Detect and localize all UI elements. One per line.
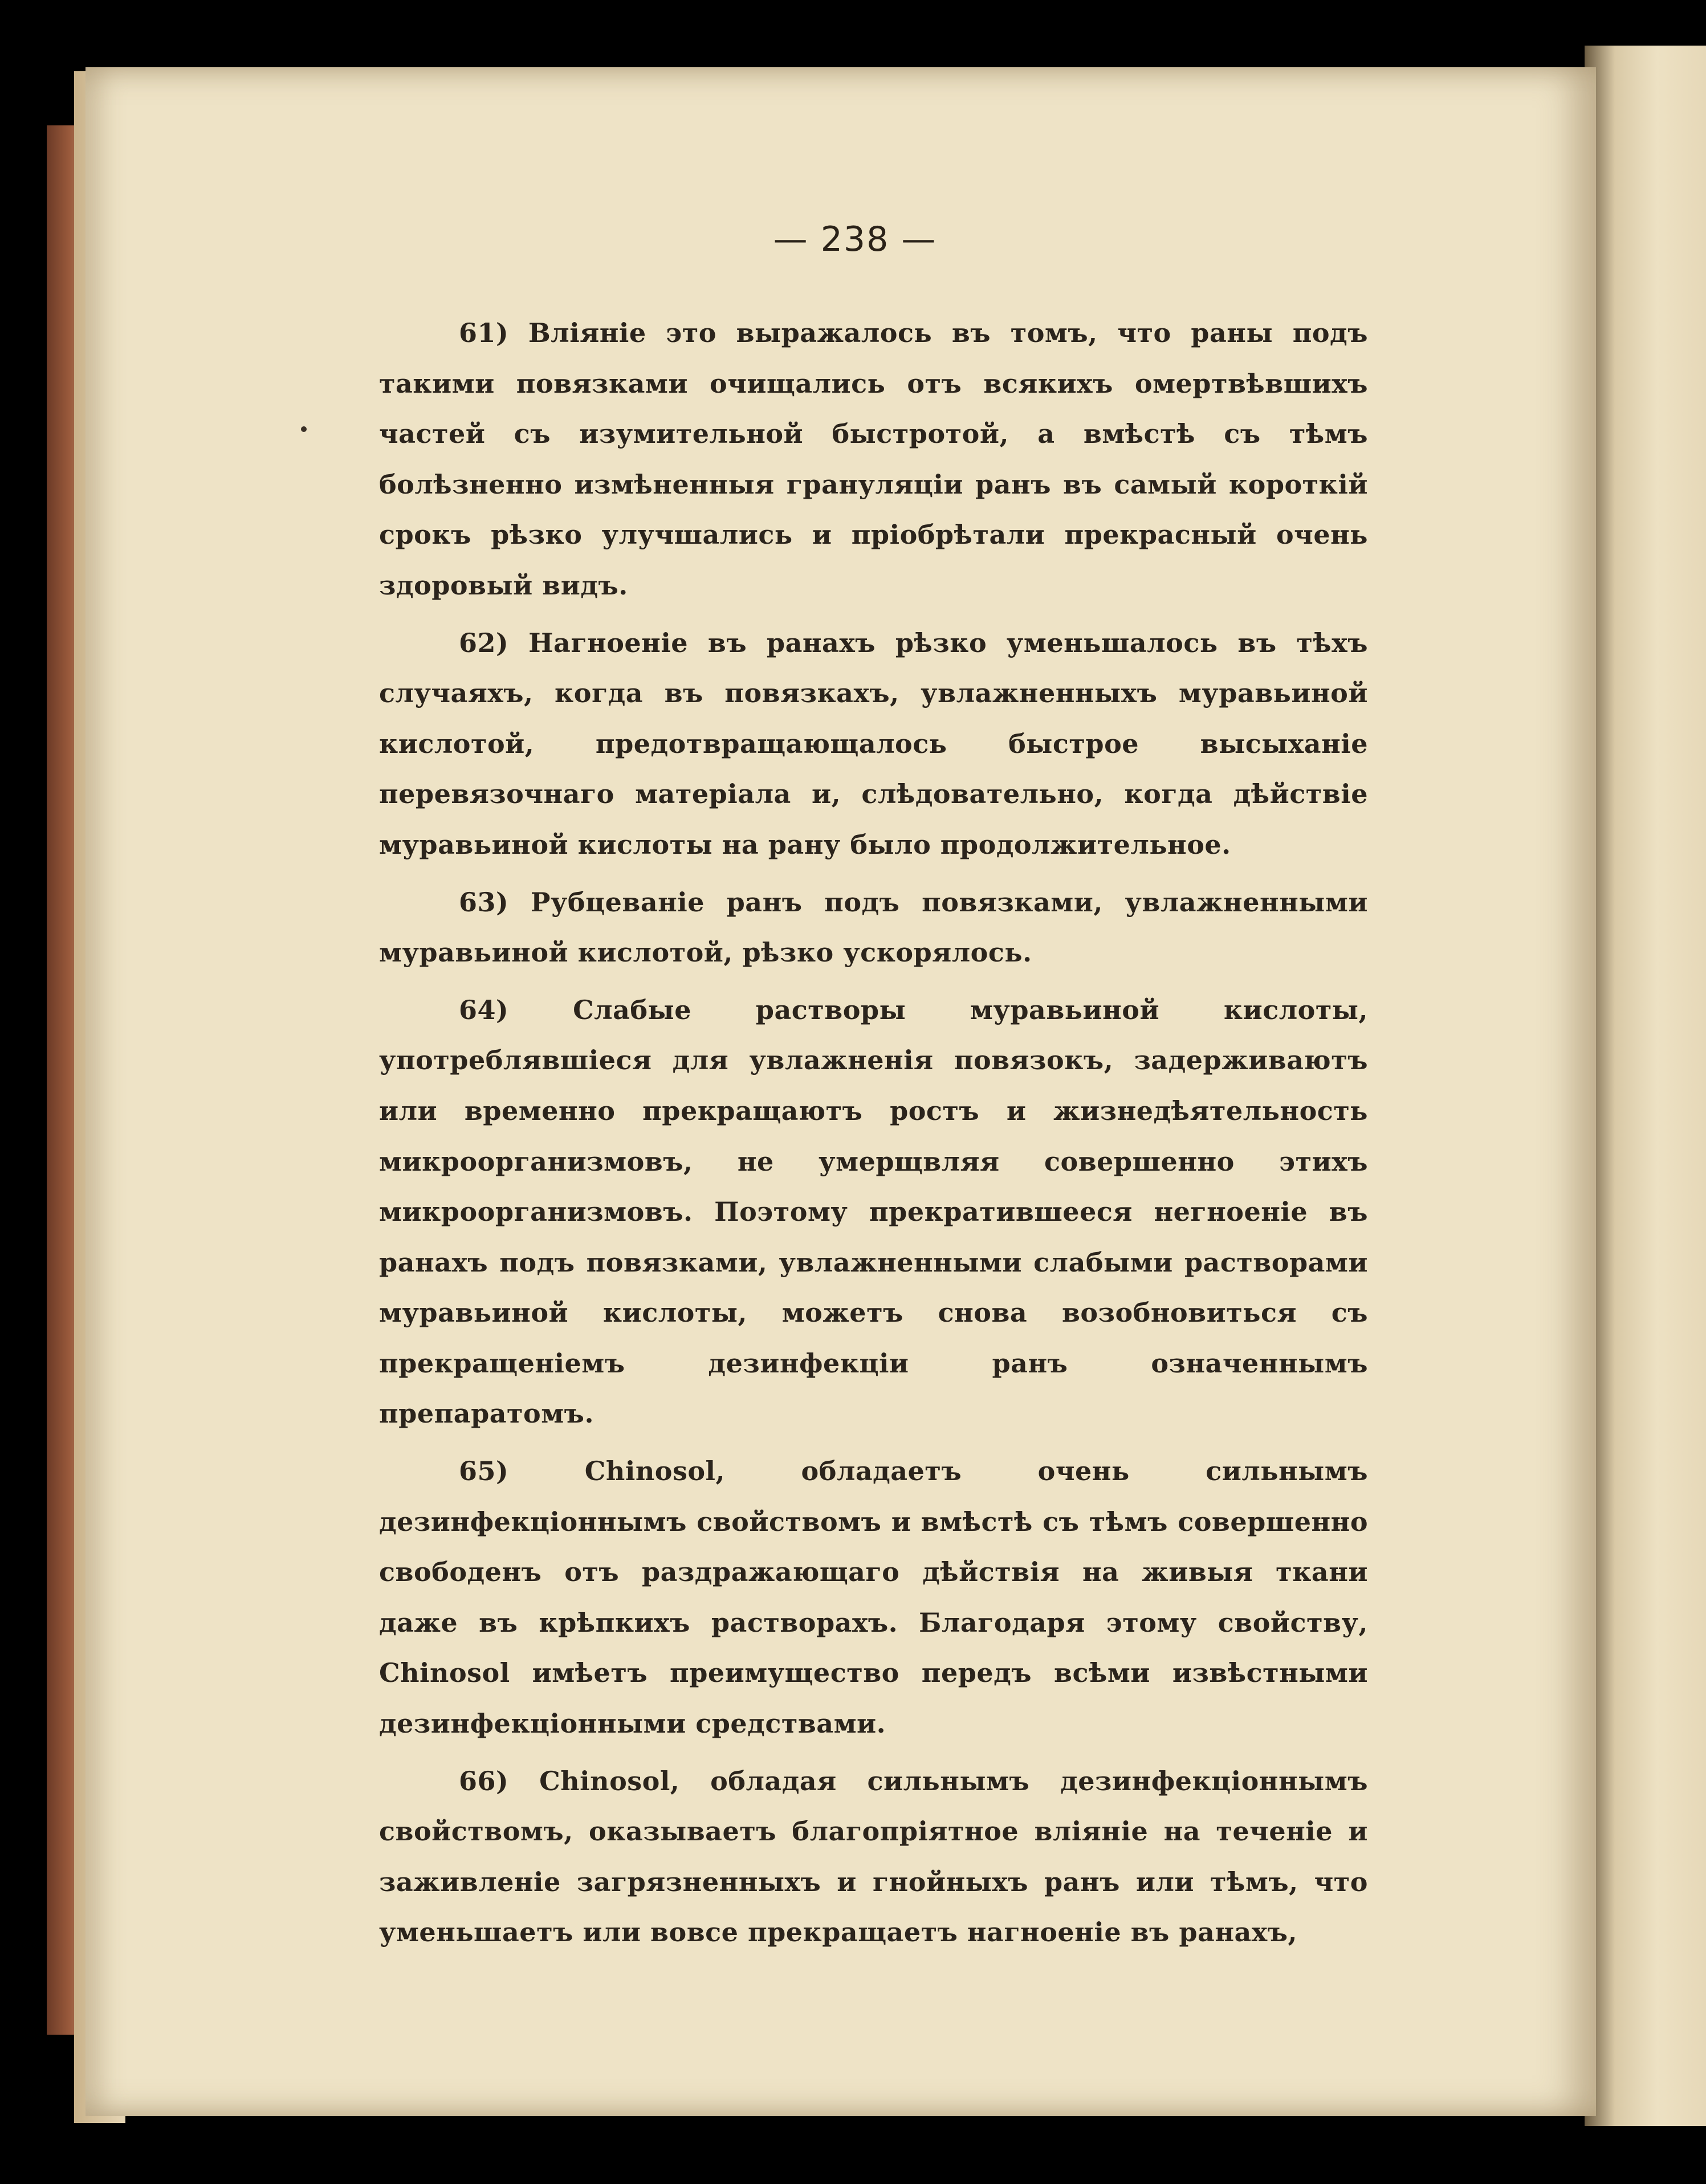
paragraph-63: 63) Рубцеваніе ранъ подъ повязками, увлажненными муравьиной кислотой, рѣзко ускорялось. bbox=[379, 886, 1368, 968]
margin-dot bbox=[301, 426, 307, 432]
page-number: — 238 — bbox=[773, 219, 937, 259]
facing-page-edge bbox=[1585, 46, 1706, 2126]
page-body bbox=[379, 308, 1368, 1965]
paragraph-66: 66) Chinosol, обладая сильнымъ дезинфекціоннымъ свойствомъ, оказываетъ благопріятное вліяніе на теченіе и заживленіе загрязненныхъ и гнойныхъ ранъ или тѣмъ, что уменьшаетъ или вовсе прекращаетъ нагноеніе въ ранахъ, bbox=[379, 1765, 1368, 1948]
paragraph-64: 64) Слабые растворы муравьиной кислоты, употреблявшіеся для увлажненія повязокъ, задерживаютъ или временно прекращаютъ ростъ и жизнедѣятельность микроорганизмовъ, не умерщвляя совершенно этихъ микроорганизмовъ. Поэтому прекратившееся негноеніе въ ранахъ подъ повязками, увлажненными слабыми растворами муравьиной кислоты, можетъ снова возобновиться съ прекращеніемъ дезинфекціи ранъ означеннымъ препаратомъ. bbox=[379, 994, 1368, 1429]
paragraph-61: 61) Вліяніе это выражалось въ томъ, что раны подъ такими повязками очищались отъ всякихъ омертвѣвшихъ частей съ изумительной быстротой, а вмѣстѣ съ тѣмъ болѣзненно измѣненныя грануляціи ранъ въ самый короткій срокъ рѣзко улучшались и пріобрѣтали прекрасный очень здоровый видъ. bbox=[379, 317, 1368, 601]
paragraph-65: 65) Chinosol, обладаетъ очень сильнымъ дезинфекціоннымъ свойствомъ и вмѣстѣ съ тѣмъ совершенно свободенъ отъ раздражающаго дѣйствія на живыя ткани даже въ крѣпкихъ растворахъ. Благодаря этому свойству, Chinosol имѣетъ преимущество передъ всѣми извѣстными дезинфекціонными средствами. bbox=[379, 1456, 1368, 1739]
paragraph-62: 62) Нагноеніе въ ранахъ рѣзко уменьшалось въ тѣхъ случаяхъ, когда въ повязкахъ, увлажненныхъ муравьиной кислотой, предотвращающалось быстрое высыханіе перевязочнаго матеріала и, слѣдовательно, когда дѣйствіе муравьиной кислоты на рану было продолжительное. bbox=[379, 627, 1368, 860]
